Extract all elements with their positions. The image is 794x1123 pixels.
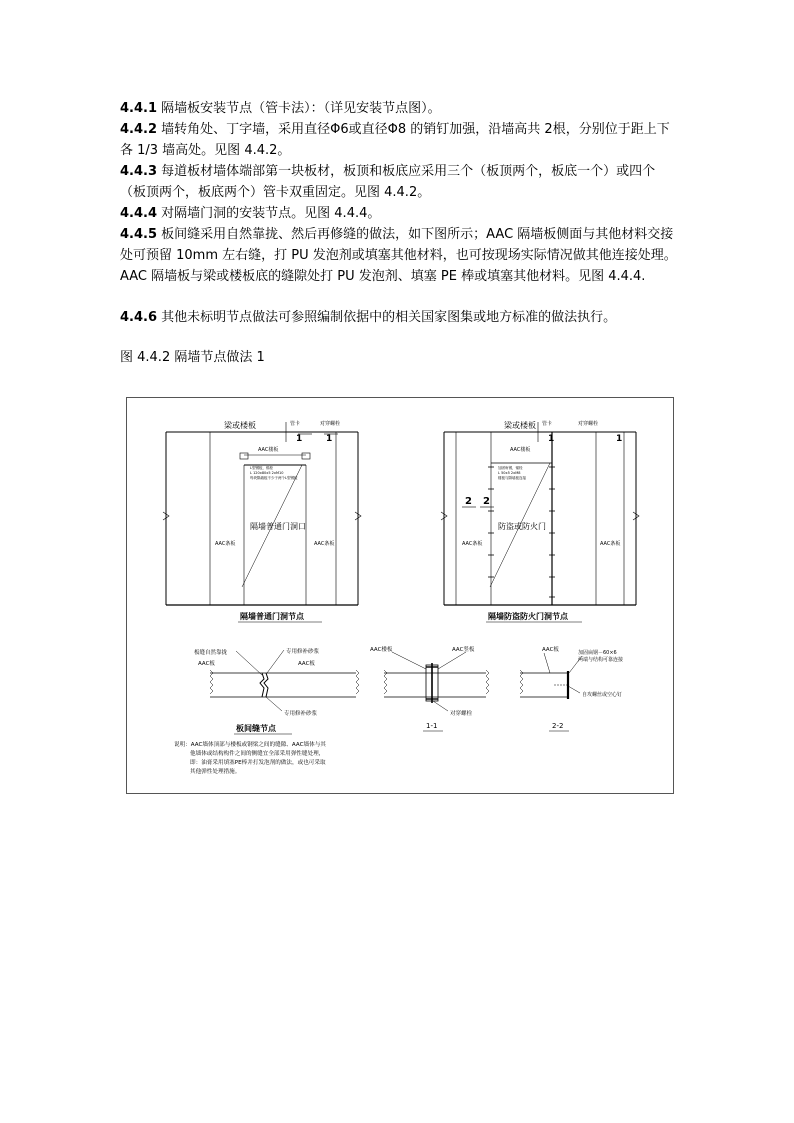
door-type-label: 防盗或防火门: [498, 522, 546, 531]
paragraph-text: 对隔墙门洞的安装节点。见图 4.4.4。: [161, 206, 381, 221]
note-line: L 120x80x5 2xM10: [250, 471, 284, 475]
section-title: 2-2: [552, 722, 564, 730]
note-line: 楼板与隔墙板连接: [498, 476, 526, 480]
paragraph-text: 墙转角处、丁字墙，采用直径Φ6或直径Φ8 的销钉加强，沿墙高共 2根，分别位于距上下各 1/3 墙高处。见图 4.4.2。: [120, 122, 670, 158]
note-line: L型钢板，锚栓: [250, 466, 273, 470]
bolt-label: 对穿螺栓: [578, 421, 599, 427]
paragraph-4-4-2: [120, 119, 680, 161]
aac-floor-label: AAC楼板: [510, 447, 531, 453]
section-label: 对穿螺栓: [450, 711, 473, 717]
joint-title: 板间缝节点: [236, 724, 276, 733]
section-label: 两端与结构可靠连接: [578, 657, 624, 663]
aac-panel-label: AAC条板: [314, 541, 335, 547]
section-mark-1: 1: [548, 434, 555, 444]
joint-label: 专用修补砂浆: [286, 649, 320, 655]
drawing-frame: [127, 398, 674, 794]
aac-panel-label: AAC条板: [462, 541, 483, 547]
note-line: 其他弹性处理措施。: [190, 769, 241, 775]
paragraph-text: 板间缝采用自然靠拢、然后再修缝的做法，如下图所示；AAC 隔墙板侧面与其他材料交接处可预留 10mm 左右缝，打 PU 发泡剂或填塞其他材料，也可按现场实际情况做其他连接处理。AAC 隔墙板与梁或楼板底的缝隙处打 PU 发泡剂、填塞 PE 棒或填塞其他材料。见图 4.4.4.: [120, 227, 677, 284]
clip-label: 管卡: [542, 421, 553, 427]
joint-label: AAC板: [198, 661, 215, 667]
aac-floor-label: AAC楼板: [258, 447, 279, 453]
paragraph-4-4-6: [120, 307, 680, 328]
section-label: 加固扁钢－60×6: [578, 650, 617, 656]
section-mark-1: 1: [326, 434, 333, 444]
section-mark-1: 1: [616, 434, 623, 444]
paragraph-text: 隔墙板安装节点（管卡法）：（详见安装节点图）。: [161, 101, 441, 116]
construction-detail-drawing: [126, 397, 674, 794]
section-number: 4.4.2: [120, 122, 158, 137]
joint-label: AAC板: [298, 661, 315, 667]
paragraph-4-4-1: [120, 98, 680, 119]
section-label: AAC板: [542, 647, 559, 653]
section-number: 4.4.3: [120, 164, 158, 179]
section-title: 1-1: [426, 722, 438, 730]
note-line: 加固角钢，锚栓: [498, 466, 523, 470]
note-line: 他墙体或结构构件之间的侧缝宜全部采用弹性缝处理，: [190, 751, 325, 757]
note-line: 说明：AAC墙体顶部与楼板或钢梁之间的缝隙、AAC墙体与其: [174, 742, 326, 748]
bolt-label: 对穿螺栓: [320, 421, 341, 427]
section-number: 4.4.5: [120, 227, 158, 242]
paragraph-text: 其他未标明节点做法可参照编制依据中的相关国家图集或地方标准的做法执行。: [161, 310, 617, 325]
elevation-title: 隔墙普通门洞节点: [240, 612, 304, 621]
note-line: 即：油膏采用填塞PE棒并打发泡剂的做法，或也可采取: [190, 760, 326, 766]
figure-caption: 图 4.4.2 隔墙节点做法 1: [120, 350, 265, 365]
note-line: 每块隔墙板不少于两个L型钢板: [250, 476, 298, 480]
paragraph-text: 每道板材墙体端部第一块板材，板顶和板底应采用三个（板顶两个，板底一个）或四个（板顶两个，板底两个）管卡双重固定。见图 4.4.2。: [120, 164, 656, 200]
section-label: AAC楼板: [370, 647, 393, 653]
section-number: 4.4.6: [120, 310, 158, 325]
note-line: L 50x5 2xM8: [498, 471, 521, 475]
paragraph-4-4-3: [120, 161, 680, 203]
section-label: 自攻螺丝或空心钉: [582, 692, 623, 698]
section-mark-1: 1: [296, 434, 303, 444]
beam-label: 梁或楼板: [224, 421, 256, 430]
section-mark-2: 2: [465, 496, 472, 507]
elevation-title: 隔墙防盗防火门洞节点: [488, 612, 568, 621]
section-number: 4.4.1: [120, 101, 158, 116]
section-mark-2: 2: [483, 496, 490, 507]
aac-panel-label: AAC条板: [215, 541, 236, 547]
section-label: AAC竖板: [452, 647, 475, 653]
beam-label: 梁或楼板: [504, 421, 536, 430]
section-number: 4.4.4: [120, 206, 158, 221]
clip-label: 管卡: [290, 421, 301, 427]
paragraph-4-4-4: [120, 203, 680, 224]
joint-label: 板缝自然靠拢: [194, 650, 228, 656]
aac-panel-label: AAC条板: [600, 541, 621, 547]
door-opening-label: 隔墙普通门洞口: [250, 522, 306, 531]
joint-label: 专用修补砂浆: [284, 711, 318, 717]
paragraph-4-4-5: [120, 224, 680, 287]
